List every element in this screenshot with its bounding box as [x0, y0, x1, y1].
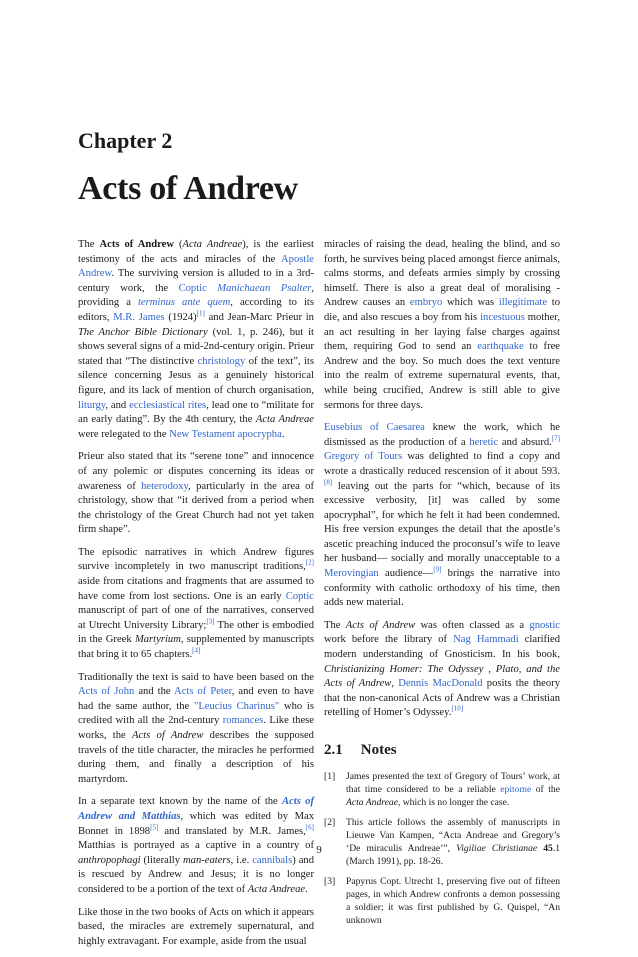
text: and absurd.	[498, 436, 552, 448]
italic-term: man-eaters	[183, 854, 231, 866]
link-eusebius-of-caesarea[interactable]: Eusebius of Caesarea	[324, 422, 425, 434]
chapter-title: Acts of Andrew	[78, 170, 298, 207]
note-marker: [1]	[324, 770, 336, 782]
text: brings the narrative into conformity with catholic orthodoxy of his time, then adds new material.	[324, 568, 560, 609]
link-acts-of-andrew-and-matthias[interactable]: Acts of Andrew and Matthias	[78, 796, 314, 822]
italic-term: Vigiliae Christianae	[456, 842, 538, 854]
paragraph-eusebius	[324, 421, 560, 611]
text: and translated by M.R. James,	[158, 825, 306, 837]
text: The	[78, 239, 100, 250]
link-leucius-charinus[interactable]: "Leucius Charinus"	[194, 700, 280, 712]
text: , and	[105, 399, 130, 411]
link-cannibals[interactable]: cannibals	[252, 854, 293, 866]
text: ,	[391, 678, 399, 690]
italic-term: Acta Andreae	[255, 414, 314, 426]
text: The other is embodied in the Greek	[78, 619, 314, 646]
link-romances[interactable]: romances	[222, 715, 264, 727]
text: , providing a	[78, 282, 314, 309]
text: clarified modern understanding of Gnosticism. In his book,	[324, 634, 561, 661]
link-acts-of-peter[interactable]: Acts of Peter	[174, 686, 232, 698]
text: Prieur also stated that its “serene tone” and innocence of any polemic or disputes concerning its ideas or awareness of	[78, 451, 314, 492]
italic-term: Acts of Andrew	[345, 619, 416, 631]
text: which was	[442, 297, 499, 309]
text: The episodic narratives in which Andrew figures survive incompletely in two manuscript traditions,	[78, 546, 314, 573]
text: describes the supposed travels of the title character, the miracles he performed during them, and finally a description of his martyrdom.	[78, 730, 314, 785]
text: . Like these works, the	[78, 715, 314, 741]
footnote-ref[interactable]: [7]	[551, 434, 561, 443]
text: , lead one to “militate for an early dating”. By the 4th century, the	[78, 399, 314, 426]
link-merovingian[interactable]: Merovingian	[324, 568, 379, 580]
text: work before the library of	[324, 634, 454, 646]
text: This article follows the assembly of manuscripts in Lieuwe Van Kampen, “Acta Andreae and Gregory’s ‘De miraculis Andreae’”,	[346, 816, 560, 854]
link-coptic[interactable]: Coptic	[178, 282, 207, 294]
italic-term: Acta Andreae	[182, 239, 243, 250]
text: to die, and also rescues a boy from his	[324, 297, 561, 323]
text: , which is no longer the case.	[397, 796, 510, 808]
footnote-ref[interactable]: [8]	[324, 477, 333, 486]
text: (literally	[140, 854, 183, 866]
link-new-testament-apocrypha[interactable]: New Testament apocrypha	[169, 428, 282, 440]
footnote-ref[interactable]: [2]	[305, 558, 314, 567]
link-dennis-macdonald[interactable]: Dennis MacDonald	[398, 678, 483, 690]
note-item	[324, 816, 560, 868]
note-marker: [2]	[324, 816, 336, 828]
footnote-ref[interactable]: [4]	[192, 646, 201, 655]
footnote-ref[interactable]: [5]	[150, 823, 159, 832]
note-marker: [3]	[324, 875, 336, 887]
text: miracles of raising the dead, healing the blind, and so forth, he survives being placed amongst fierce animals, calms storms, and defeats armies simply by crossing himself. There is also a great deal of moralising - Andrew causes an	[324, 239, 560, 309]
link-illegitimate[interactable]: illegitimate	[498, 297, 548, 309]
link-manichaean-psalter[interactable]: Manichaean Psalter	[217, 282, 312, 294]
link-heretic[interactable]: heretic	[469, 436, 499, 448]
text: of the text”, its silence concerning Jesus as a genuinely historical figure, and its lack of mention of church organisation,	[78, 355, 314, 396]
text: ), is the earliest testimony of the acts and miracles of the	[78, 239, 314, 265]
text: was delighted to find a copy and wrote a drastically reduced rescension of it about 593.	[324, 451, 560, 477]
text: (vol. 1, p. 246), but it shows several signs of a mid-2nd-century origin. Prieur stated that “The distinctive	[78, 326, 314, 367]
footnote-ref[interactable]: [3]	[206, 617, 215, 626]
link-liturgy[interactable]: liturgy	[78, 399, 106, 411]
text: (1924)	[164, 311, 197, 323]
link-incestuous[interactable]: incestuous	[480, 311, 525, 323]
text: Matthias is portrayed as a captive in a country of	[78, 840, 314, 852]
link-nag-hammadi[interactable]: Nag Hammadi	[453, 634, 519, 646]
text: and the	[134, 686, 175, 698]
text: manuscript of part of one of the narratives, conserved at Utrecht University Library;	[78, 605, 314, 631]
footnote-ref[interactable]: [1]	[196, 309, 205, 318]
chapter-label: Chapter 2	[78, 128, 173, 153]
text: , i.e.	[230, 854, 253, 866]
paragraph-miracles-cont	[324, 238, 560, 413]
text: audience—	[378, 568, 434, 580]
link-gregory-of-tours[interactable]: Gregory of Tours	[324, 451, 403, 463]
text: In a separate text known by the name of the	[78, 796, 283, 808]
link-coptic[interactable]: Coptic	[285, 590, 314, 602]
link-gnostic[interactable]: gnostic	[529, 619, 560, 631]
footnote-ref[interactable]: [9]	[433, 565, 442, 574]
link-epitome[interactable]: epitome	[500, 783, 532, 795]
text: of the	[531, 783, 560, 795]
italic-term: Acta Andreae	[346, 796, 398, 808]
text: leaving out the parts for “which, because of its excessive verbosity, [it] was called by some apocryphal”, for which he felt it had been condemned. His free version expunges the detail that the apostle’s ascetic preaching induced the proconsul’s wife to leave her husband— socially and morally unacceptable to a	[324, 480, 560, 565]
link-heterodoxy[interactable]: heterodoxy	[141, 480, 189, 492]
text: , supplemented by manuscripts that bring it to 65 chapters.	[78, 634, 314, 661]
text: and Jean-Marc Prieur in	[204, 311, 314, 323]
note-item	[324, 875, 560, 927]
link-christology[interactable]: christology	[197, 355, 246, 367]
text	[207, 283, 217, 294]
text: mother, an act resulting in her laying false charges against them, requiring God to send an	[324, 311, 560, 353]
text: aside from citations and fragments that are assumed to have come from lost sections. One is an early	[78, 576, 314, 602]
text: , according to its editors,	[78, 297, 314, 323]
text: .	[281, 428, 285, 440]
link-terminus-ante-quem[interactable]: terminus ante quem	[137, 297, 231, 309]
text: , particularly in the area of christology, show that “it derived from a period when the christology of the Great Church had not yet taken firm shape”.	[78, 480, 315, 536]
text: who is credited with all the 2nd-century	[78, 700, 314, 727]
text: (	[174, 239, 183, 250]
section-heading-notes	[324, 743, 560, 758]
text: posits the theory that the non-canonical Acts of Andrew was a Christian retelling of Homer’s Odyssey.	[324, 678, 561, 719]
italic-term: Acta Andreae	[247, 883, 306, 895]
paragraph-miracles-start	[78, 906, 314, 950]
text: ) and is rescued by Andrew and Jesus; it is no longer considered to be a portion of the text of	[78, 854, 314, 895]
note-item	[324, 770, 560, 809]
paragraph-gnostic	[324, 619, 560, 721]
paragraph-tradition	[78, 671, 314, 788]
text: were relegated to the	[78, 428, 170, 440]
link-embryo[interactable]: embryo	[409, 297, 443, 309]
text: was often classed as a	[415, 619, 530, 631]
text: .	[305, 883, 308, 895]
italic-term: Acts of Andrew	[132, 730, 204, 741]
bold-volume: 45	[537, 842, 553, 854]
paragraph-serene-tone	[78, 450, 314, 538]
footnote-ref[interactable]: [10]	[451, 704, 464, 713]
text: , and even to have had the same author, the	[78, 686, 314, 712]
text: James presented the text of Gregory of Tours’ work, at that time considered to be a reliable	[346, 770, 560, 795]
text: Traditionally the text is said to have been based on the	[78, 671, 314, 683]
link-acts-of-john[interactable]: Acts of John	[78, 686, 135, 698]
text: Like those in the two books of Acts on which it appears based, the miracles are extremely supernatural, and highly extravagant. For example, aside from the usual	[78, 906, 314, 947]
section-title: Notes	[360, 742, 397, 758]
footnote-ref[interactable]: [6]	[305, 823, 315, 832]
link-ecclesiastical-rites[interactable]: ecclesiastical rites	[129, 399, 207, 411]
text: knew the work, which he dismissed as the production of a	[324, 422, 560, 448]
text: The	[324, 619, 346, 631]
italic-term: Christianizing Homer: The Odyssey , Plato, and the Acts of Andrew	[324, 663, 560, 690]
text: .1 (March 1991), pp. 18-26.	[346, 842, 561, 867]
link-mr-james[interactable]: M.R. James	[113, 311, 165, 323]
paragraph-intro	[78, 238, 314, 442]
paragraph-manuscripts	[78, 546, 314, 663]
text: Papyrus Copt. Utrecht 1, preserving five out of fifteen pages, in which Andrew confronts a demon possessing a soldier; it was first published by G. Quispel, “An unknown	[346, 875, 560, 926]
italic-term: anthropophagi	[78, 854, 141, 866]
italic-term: The Anchor Bible Dictionary	[78, 326, 208, 338]
bold-title: Acts of Andrew	[99, 239, 174, 250]
section-number: 2.1	[324, 742, 343, 758]
text: , which was edited by Max Bonnet in 1898	[78, 810, 314, 837]
right-column	[324, 238, 560, 934]
link-apostle-andrew[interactable]: Apostle Andrew	[78, 253, 314, 280]
italic-term: Martyrium	[134, 634, 181, 646]
page-number: 9	[316, 844, 322, 856]
link-earthquake[interactable]: earthquake	[477, 341, 524, 353]
text: to free Andrew and the boy. So much does the text venture into the realm of extreme supernatural events, that, while being crucified, Andrew is still able to give sermons for three days.	[324, 341, 560, 411]
text: . The surviving version is alluded to in a 3rd-century work, the	[78, 268, 314, 294]
